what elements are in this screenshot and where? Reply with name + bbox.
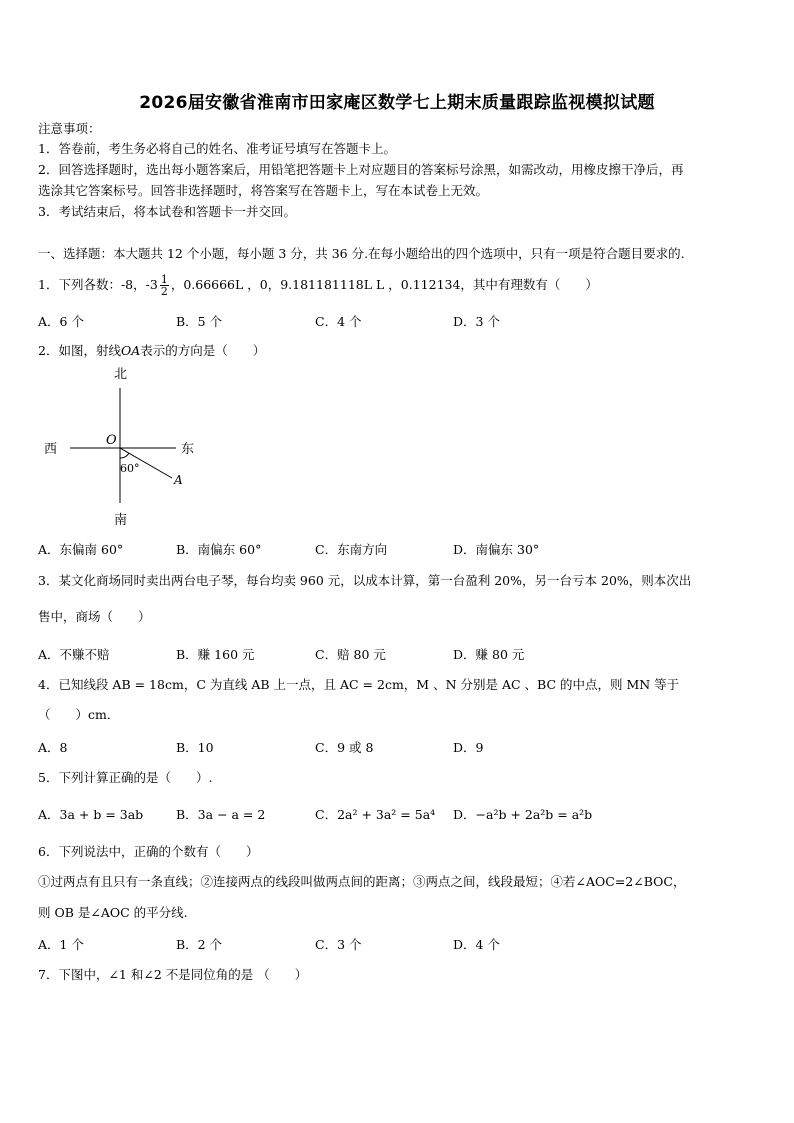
- angle-label: 60°: [120, 462, 140, 475]
- compass-diagram: [38, 366, 208, 531]
- notes-heading: 注意事项：: [38, 121, 101, 136]
- note-item-2: 2．回答选择题时，选出每小题答案后，用铅笔把答题卡上对应题目的答案标号涂黑，如需改动，用橡皮擦干净后，再: [38, 162, 684, 177]
- q1-stem-b: ，0.66666L ，0，9.181181118L L ，0.112134，其中有理数有（ ）: [170, 277, 598, 292]
- north-label: 北: [114, 367, 128, 382]
- q2-option-b[interactable]: B．南偏东 60°: [176, 542, 262, 557]
- q5-option-c[interactable]: C．2a² + 3a² = 5a⁴: [315, 807, 436, 822]
- q5-option-b[interactable]: B．3a − a = 2: [176, 807, 266, 822]
- question-4-stem-cont: （ ）cm．: [38, 707, 120, 722]
- q4-option-b[interactable]: B．10: [176, 740, 214, 755]
- question-1-options: [38, 312, 758, 330]
- origin-label: O: [106, 433, 117, 448]
- q2-stem-b: 表示的方向是（ ）: [140, 343, 266, 358]
- q1-option-d[interactable]: D．3 个: [453, 314, 500, 329]
- section-heading: 一、选择题：本大题共 12 个小题，每小题 3 分，共 36 分.在每小题给出的四个选项中，只有一项是符合题目要求的.: [38, 246, 685, 261]
- question-3-stem-cont: 售中，商场（ ）: [38, 609, 151, 624]
- note-item-3: 3．考试结束后，将本试卷和答题卡一并交回。: [38, 204, 296, 219]
- question-7-stem: 7．下图中，∠1 和∠2 不是同位角的是 （ ）: [38, 967, 308, 982]
- q4-option-d[interactable]: D．9: [453, 740, 484, 755]
- q2-option-a[interactable]: A．东偏南 60°: [38, 542, 124, 557]
- q6-option-d[interactable]: D．4 个: [453, 937, 500, 952]
- q2-option-d[interactable]: D．南偏东 30°: [453, 542, 540, 557]
- question-6-statements: ①过两点有且只有一条直线；②连接两点的线段叫做两点间的距离；③两点之间，线段最短；④若∠AOC=2∠BOC，: [38, 874, 686, 889]
- question-6-statements-cont: 则 OB 是∠AOC 的平分线.: [38, 905, 188, 920]
- page-title: 2026届安徽省淮南市田家庵区数学七上期末质量跟踪监视模拟试题: [139, 93, 655, 113]
- q6-option-c[interactable]: C．3 个: [315, 937, 362, 952]
- west-label: 西: [44, 442, 58, 457]
- q3-option-d[interactable]: D．赚 80 元: [453, 647, 525, 662]
- q5-option-a[interactable]: A．3a + b = 3ab: [38, 807, 144, 822]
- question-6-stem: 6．下列说法中，正确的个数有（ ）: [38, 844, 259, 859]
- q2-ray-name: OA: [120, 343, 141, 358]
- question-2-options: [38, 540, 758, 558]
- ray-endpoint-label: A: [174, 473, 183, 487]
- question-4-stem: 4．已知线段 AB = 18cm，C 为直线 AB 上一点，且 AC = 2cm，M 、N 分别是 AC 、BC 的中点，则 MN 等于: [38, 677, 680, 692]
- question-3-stem: 3．某文化商场同时卖出两台电子琴，每台均卖 960 元，以成本计算，第一台盈利 20%，另一台亏本 20%，则本次出: [38, 573, 692, 588]
- fraction-denominator: 2: [160, 285, 168, 298]
- q1-option-c[interactable]: C．4 个: [315, 314, 362, 329]
- question-5-stem: 5．下列计算正确的是（ ）.: [38, 770, 213, 785]
- note-item-2-cont: 选涂其它答案标号。回答非选择题时，将答案写在答题卡上，写在本试卷上无效。: [38, 183, 489, 198]
- q1-option-a[interactable]: A．6 个: [38, 314, 84, 329]
- q3-option-b[interactable]: B．赚 160 元: [176, 647, 255, 662]
- question-5-options: [38, 805, 758, 823]
- q5-option-d[interactable]: D．−a²b + 2a²b = a²b: [453, 807, 593, 822]
- q6-option-b[interactable]: B．2 个: [176, 937, 223, 952]
- question-1-stem: [38, 274, 598, 297]
- east-label: 东: [181, 442, 195, 457]
- q3-option-a[interactable]: A．不赚不赔: [38, 647, 110, 662]
- q4-option-c[interactable]: C．9 或 8: [315, 740, 374, 755]
- q6-option-a[interactable]: A．1 个: [38, 937, 84, 952]
- angle-arc: [120, 453, 129, 458]
- q2-stem-a: 2．如图，射线: [38, 343, 121, 358]
- fraction-one-half: [160, 274, 169, 297]
- q2-option-c[interactable]: C．东南方向: [315, 542, 388, 557]
- note-item-1: 1．答卷前，考生务必将自己的姓名、准考证号填写在答题卡上。: [38, 141, 396, 156]
- fraction-numerator: 1: [160, 273, 168, 286]
- q1-stem-a: 1．下列各数：-8，-3: [38, 277, 158, 292]
- question-4-options: [38, 738, 758, 756]
- question-3-options: [38, 645, 758, 663]
- question-2-stem: [38, 342, 265, 360]
- q3-option-c[interactable]: C．赔 80 元: [315, 647, 386, 662]
- q4-option-a[interactable]: A．8: [38, 740, 68, 755]
- q1-option-b[interactable]: B．5 个: [176, 314, 223, 329]
- south-label: 南: [114, 513, 128, 528]
- question-6-options: [38, 935, 758, 953]
